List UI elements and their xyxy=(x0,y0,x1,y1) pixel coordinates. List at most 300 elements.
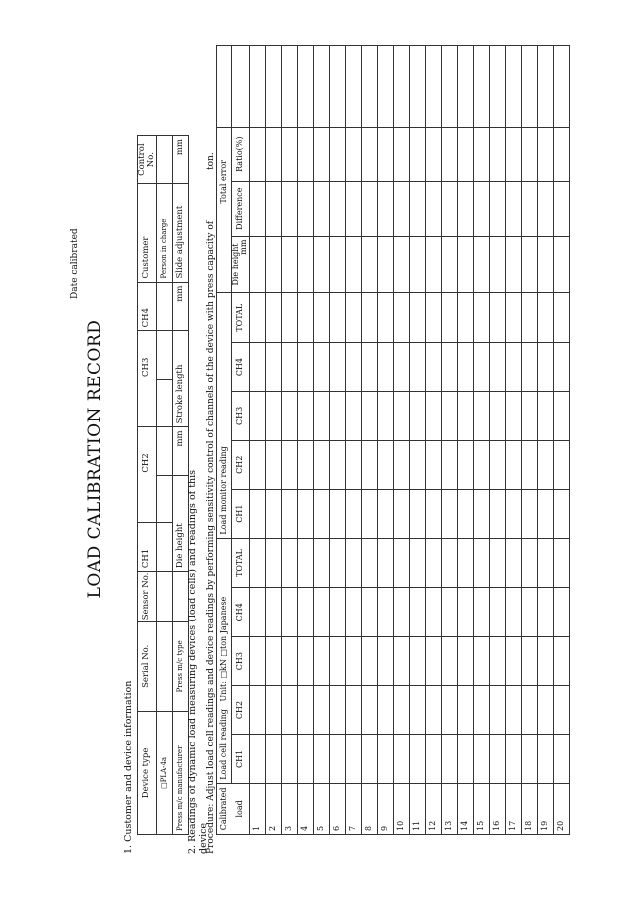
reading-cell[interactable] xyxy=(553,637,569,686)
reading-cell[interactable] xyxy=(521,440,537,489)
reading-cell[interactable] xyxy=(265,538,281,588)
reading-cell[interactable] xyxy=(377,127,393,181)
reading-cell[interactable] xyxy=(297,127,313,181)
reading-cell[interactable] xyxy=(313,440,329,489)
readings-table xyxy=(216,45,570,835)
reading-cell[interactable] xyxy=(265,686,281,735)
reading-cell[interactable] xyxy=(361,236,377,293)
reading-cell[interactable] xyxy=(393,734,409,783)
reading-cell[interactable] xyxy=(425,392,441,441)
reading-cell[interactable] xyxy=(345,588,361,637)
reading-cell[interactable] xyxy=(553,293,569,343)
reading-cell[interactable] xyxy=(553,686,569,735)
reading-cell[interactable] xyxy=(537,588,553,637)
reading-cell[interactable] xyxy=(409,343,425,392)
reading-cell[interactable] xyxy=(441,734,457,783)
reading-cell[interactable] xyxy=(281,293,297,343)
reading-cell[interactable] xyxy=(457,392,473,441)
reading-cell[interactable] xyxy=(441,392,457,441)
reading-cell[interactable] xyxy=(345,236,361,293)
reading-cell[interactable] xyxy=(313,293,329,343)
reading-cell[interactable] xyxy=(377,236,393,293)
reading-cell[interactable] xyxy=(521,46,537,128)
reading-cell[interactable] xyxy=(409,293,425,343)
reading-cell[interactable] xyxy=(489,538,505,588)
reading-cell[interactable] xyxy=(521,127,537,181)
reading-cell[interactable] xyxy=(393,489,409,538)
reading-cell[interactable] xyxy=(457,686,473,735)
reading-cell[interactable] xyxy=(281,236,297,293)
reading-cell[interactable] xyxy=(377,46,393,128)
reading-cell[interactable] xyxy=(473,392,489,441)
reading-cell[interactable] xyxy=(553,734,569,783)
reading-cell[interactable] xyxy=(473,293,489,343)
reading-cell[interactable] xyxy=(249,440,265,489)
reading-cell[interactable] xyxy=(537,392,553,441)
reading-cell[interactable] xyxy=(361,538,377,588)
reading-cell[interactable] xyxy=(361,588,377,637)
reading-cell[interactable] xyxy=(457,637,473,686)
reading-cell[interactable] xyxy=(457,343,473,392)
reading-cell[interactable] xyxy=(537,734,553,783)
reading-cell[interactable] xyxy=(297,489,313,538)
reading-cell[interactable] xyxy=(377,538,393,588)
reading-cell[interactable] xyxy=(361,181,377,236)
reading-cell[interactable] xyxy=(553,538,569,588)
reading-cell[interactable] xyxy=(441,440,457,489)
reading-cell[interactable] xyxy=(265,46,281,128)
reading-cell[interactable] xyxy=(329,236,345,293)
device-info-table xyxy=(137,135,189,835)
reading-cell[interactable] xyxy=(409,734,425,783)
reading-cell[interactable] xyxy=(441,686,457,735)
reading-cell[interactable] xyxy=(425,686,441,735)
reading-cell[interactable] xyxy=(281,686,297,735)
reading-cell[interactable] xyxy=(313,637,329,686)
reading-cell[interactable] xyxy=(281,46,297,128)
reading-cell[interactable] xyxy=(345,686,361,735)
reading-cell[interactable] xyxy=(345,637,361,686)
reading-cell[interactable] xyxy=(425,440,441,489)
reading-cell[interactable] xyxy=(537,127,553,181)
reading-cell[interactable] xyxy=(281,127,297,181)
reading-cell[interactable] xyxy=(361,127,377,181)
lm-ch3-header: CH3 xyxy=(232,392,250,441)
ratio-header: Ratio(%) xyxy=(232,127,250,181)
reading-cell[interactable] xyxy=(297,734,313,783)
reading-cell[interactable] xyxy=(329,127,345,181)
slide-adjustment-unit: mm xyxy=(172,136,188,184)
reading-cell[interactable] xyxy=(489,181,505,236)
reading-cell[interactable] xyxy=(281,343,297,392)
reading-cell[interactable] xyxy=(553,588,569,637)
reading-cell[interactable] xyxy=(393,637,409,686)
reading-cell[interactable] xyxy=(425,637,441,686)
reading-cell[interactable] xyxy=(281,538,297,588)
reading-cell[interactable] xyxy=(489,343,505,392)
reading-cell[interactable] xyxy=(473,46,489,128)
reading-cell[interactable] xyxy=(441,293,457,343)
lm-ch1-header: CH1 xyxy=(232,489,250,538)
lc-ch3-header: CH3 xyxy=(232,637,250,686)
reading-cell[interactable] xyxy=(393,588,409,637)
die-height-header: Die height mm xyxy=(232,236,250,293)
reading-cell[interactable] xyxy=(361,734,377,783)
reading-cell[interactable] xyxy=(473,236,489,293)
reading-cell[interactable] xyxy=(393,293,409,343)
reading-cell[interactable] xyxy=(537,46,553,128)
reading-cell[interactable] xyxy=(505,293,521,343)
reading-cell[interactable] xyxy=(265,637,281,686)
reading-cell[interactable] xyxy=(249,734,265,783)
reading-cell[interactable] xyxy=(457,489,473,538)
reading-cell[interactable] xyxy=(521,343,537,392)
reading-cell[interactable] xyxy=(473,127,489,181)
reading-cell[interactable] xyxy=(297,637,313,686)
reading-cell[interactable] xyxy=(425,46,441,128)
reading-cell[interactable] xyxy=(265,343,281,392)
reading-cell[interactable] xyxy=(297,588,313,637)
reading-cell[interactable] xyxy=(473,343,489,392)
reading-cell[interactable] xyxy=(345,734,361,783)
reading-cell[interactable] xyxy=(553,343,569,392)
reading-cell[interactable] xyxy=(409,440,425,489)
reading-cell[interactable] xyxy=(281,588,297,637)
reading-cell[interactable] xyxy=(361,637,377,686)
serial-no-header: Serial No. xyxy=(138,621,157,711)
reading-cell[interactable] xyxy=(457,440,473,489)
reading-cell[interactable] xyxy=(393,686,409,735)
reading-cell[interactable] xyxy=(313,489,329,538)
reading-cell[interactable] xyxy=(521,489,537,538)
procedure-text: Procedure: Adjust load cell readings and device readings by performing sensitivity control of channels of the device with press capacity of ton. xyxy=(206,152,216,854)
reading-cell[interactable] xyxy=(473,686,489,735)
reading-cell[interactable] xyxy=(441,538,457,588)
reading-cell[interactable] xyxy=(441,127,457,181)
reading-cell[interactable] xyxy=(409,637,425,686)
reading-cell[interactable] xyxy=(425,181,441,236)
reading-cell[interactable] xyxy=(489,236,505,293)
reading-cell[interactable] xyxy=(457,293,473,343)
lc-ch4-header: CH4 xyxy=(232,588,250,637)
row-number: 6 xyxy=(329,783,345,834)
reading-cell[interactable] xyxy=(473,489,489,538)
reading-cell[interactable] xyxy=(249,686,265,735)
reading-cell[interactable] xyxy=(489,440,505,489)
reading-cell[interactable] xyxy=(249,127,265,181)
reading-cell[interactable] xyxy=(441,181,457,236)
reading-cell[interactable] xyxy=(329,181,345,236)
reading-cell[interactable] xyxy=(377,440,393,489)
reading-cell[interactable] xyxy=(441,236,457,293)
reading-cell[interactable] xyxy=(393,440,409,489)
reading-cell[interactable] xyxy=(281,181,297,236)
reading-cell[interactable] xyxy=(505,392,521,441)
reading-cell[interactable] xyxy=(249,343,265,392)
reading-cell[interactable] xyxy=(521,734,537,783)
reading-cell[interactable] xyxy=(553,181,569,236)
reading-cell[interactable] xyxy=(489,588,505,637)
reading-cell[interactable] xyxy=(313,127,329,181)
lm-ch4-header: CH4 xyxy=(232,343,250,392)
reading-cell[interactable] xyxy=(521,637,537,686)
date-calibrated-label: Date calibrated xyxy=(70,228,80,299)
reading-cell[interactable] xyxy=(329,686,345,735)
reading-cell[interactable] xyxy=(425,293,441,343)
reading-cell[interactable] xyxy=(265,734,281,783)
reading-cell[interactable] xyxy=(361,293,377,343)
reading-cell[interactable] xyxy=(505,588,521,637)
reading-cell[interactable] xyxy=(425,343,441,392)
reading-cell[interactable] xyxy=(329,538,345,588)
reading-cell[interactable] xyxy=(505,440,521,489)
reading-cell[interactable] xyxy=(249,46,265,128)
row-number: 16 xyxy=(489,783,505,834)
reading-cell[interactable] xyxy=(377,637,393,686)
reading-cell[interactable] xyxy=(473,440,489,489)
reading-cell[interactable] xyxy=(505,127,521,181)
reading-cell[interactable] xyxy=(409,538,425,588)
reading-cell[interactable] xyxy=(313,686,329,735)
reading-cell[interactable] xyxy=(377,392,393,441)
reading-cell[interactable] xyxy=(521,588,537,637)
reading-cell[interactable] xyxy=(265,127,281,181)
reading-cell[interactable] xyxy=(441,489,457,538)
reading-cell[interactable] xyxy=(329,343,345,392)
reading-cell[interactable] xyxy=(473,538,489,588)
reading-cell[interactable] xyxy=(297,236,313,293)
reading-cell[interactable] xyxy=(505,734,521,783)
reading-cell[interactable] xyxy=(249,236,265,293)
reading-cell[interactable] xyxy=(329,734,345,783)
reading-cell[interactable] xyxy=(473,588,489,637)
reading-cell[interactable] xyxy=(505,489,521,538)
reading-cell[interactable] xyxy=(537,343,553,392)
reading-cell[interactable] xyxy=(361,489,377,538)
reading-cell[interactable] xyxy=(409,236,425,293)
reading-cell[interactable] xyxy=(377,686,393,735)
reading-cell[interactable] xyxy=(297,440,313,489)
reading-cell[interactable] xyxy=(345,293,361,343)
reading-cell[interactable] xyxy=(345,489,361,538)
reading-cell[interactable] xyxy=(249,293,265,343)
table-row xyxy=(521,46,537,835)
person-in-charge-label: Person in charge xyxy=(156,184,172,282)
reading-cell[interactable] xyxy=(425,734,441,783)
reading-cell[interactable] xyxy=(505,538,521,588)
reading-cell[interactable] xyxy=(265,489,281,538)
reading-cell[interactable] xyxy=(553,489,569,538)
reading-cell[interactable] xyxy=(377,734,393,783)
reading-cell[interactable] xyxy=(393,392,409,441)
reading-cell[interactable] xyxy=(489,127,505,181)
reading-cell[interactable] xyxy=(537,686,553,735)
reading-cell[interactable] xyxy=(553,440,569,489)
reading-cell[interactable] xyxy=(409,181,425,236)
reading-cell[interactable] xyxy=(361,343,377,392)
reading-cell[interactable] xyxy=(473,734,489,783)
reading-cell[interactable] xyxy=(313,588,329,637)
reading-cell[interactable] xyxy=(281,734,297,783)
reading-cell[interactable] xyxy=(297,46,313,128)
reading-cell[interactable] xyxy=(457,46,473,128)
reading-cell[interactable] xyxy=(249,588,265,637)
reading-cell[interactable] xyxy=(345,343,361,392)
reading-cell[interactable] xyxy=(489,293,505,343)
reading-cell[interactable] xyxy=(553,236,569,293)
reading-cell[interactable] xyxy=(249,489,265,538)
reading-cell[interactable] xyxy=(489,392,505,441)
reading-cell[interactable] xyxy=(265,440,281,489)
reading-cell[interactable] xyxy=(489,46,505,128)
reading-cell[interactable] xyxy=(537,538,553,588)
reading-cell[interactable] xyxy=(329,637,345,686)
reading-cell[interactable] xyxy=(377,181,393,236)
reading-cell[interactable] xyxy=(377,293,393,343)
reading-cell[interactable] xyxy=(473,181,489,236)
reading-cell[interactable] xyxy=(505,236,521,293)
reading-cell[interactable] xyxy=(441,46,457,128)
reading-cell[interactable] xyxy=(457,236,473,293)
reading-cell[interactable] xyxy=(425,236,441,293)
reading-cell[interactable] xyxy=(537,440,553,489)
reading-cell[interactable] xyxy=(393,343,409,392)
reading-cell[interactable] xyxy=(409,588,425,637)
reading-cell[interactable] xyxy=(537,181,553,236)
reading-cell[interactable] xyxy=(537,293,553,343)
reading-cell[interactable] xyxy=(345,538,361,588)
reading-cell[interactable] xyxy=(297,293,313,343)
reading-cell[interactable] xyxy=(249,637,265,686)
reading-cell[interactable] xyxy=(297,686,313,735)
reading-cell[interactable] xyxy=(521,181,537,236)
reading-cell[interactable] xyxy=(457,181,473,236)
reading-cell[interactable] xyxy=(441,343,457,392)
reading-cell[interactable] xyxy=(441,588,457,637)
reading-cell[interactable] xyxy=(537,637,553,686)
reading-cell[interactable] xyxy=(313,538,329,588)
reading-cell[interactable] xyxy=(249,538,265,588)
reading-cell[interactable] xyxy=(345,181,361,236)
reading-cell[interactable] xyxy=(265,392,281,441)
reading-cell[interactable] xyxy=(409,686,425,735)
reading-cell[interactable] xyxy=(441,637,457,686)
reading-cell[interactable] xyxy=(313,343,329,392)
reading-cell[interactable] xyxy=(489,637,505,686)
reading-cell[interactable] xyxy=(521,293,537,343)
reading-cell[interactable] xyxy=(425,127,441,181)
reading-cell[interactable] xyxy=(313,392,329,441)
reading-cell[interactable] xyxy=(281,440,297,489)
table-row xyxy=(441,46,457,835)
reading-cell[interactable] xyxy=(505,181,521,236)
reading-cell[interactable] xyxy=(265,293,281,343)
reading-cell[interactable] xyxy=(409,127,425,181)
reading-cell[interactable] xyxy=(345,127,361,181)
reading-cell[interactable] xyxy=(553,46,569,128)
reading-cell[interactable] xyxy=(361,392,377,441)
reading-cell[interactable] xyxy=(553,127,569,181)
reading-cell[interactable] xyxy=(345,46,361,128)
reading-cell[interactable] xyxy=(537,489,553,538)
reading-cell[interactable] xyxy=(393,236,409,293)
reading-cell[interactable] xyxy=(377,489,393,538)
reading-cell[interactable] xyxy=(505,637,521,686)
reading-cell[interactable] xyxy=(361,440,377,489)
reading-cell[interactable] xyxy=(425,538,441,588)
reading-cell[interactable] xyxy=(377,588,393,637)
reading-cell[interactable] xyxy=(393,127,409,181)
reading-cell[interactable] xyxy=(425,489,441,538)
reading-cell[interactable] xyxy=(265,181,281,236)
reading-cell[interactable] xyxy=(489,734,505,783)
reading-cell[interactable] xyxy=(505,343,521,392)
reading-cell[interactable] xyxy=(313,181,329,236)
reading-cell[interactable] xyxy=(521,686,537,735)
reading-cell[interactable] xyxy=(393,181,409,236)
reading-cell[interactable] xyxy=(265,588,281,637)
reading-cell[interactable] xyxy=(425,588,441,637)
reading-cell[interactable] xyxy=(473,637,489,686)
reading-cell[interactable] xyxy=(329,392,345,441)
reading-cell[interactable] xyxy=(313,734,329,783)
reading-cell[interactable] xyxy=(297,538,313,588)
reading-cell[interactable] xyxy=(313,46,329,128)
reading-cell[interactable] xyxy=(329,588,345,637)
reading-cell[interactable] xyxy=(329,489,345,538)
reading-cell[interactable] xyxy=(521,538,537,588)
reading-cell[interactable] xyxy=(457,734,473,783)
reading-cell[interactable] xyxy=(313,236,329,293)
reading-cell[interactable] xyxy=(297,343,313,392)
reading-cell[interactable] xyxy=(329,440,345,489)
reading-cell[interactable] xyxy=(409,489,425,538)
reading-cell[interactable] xyxy=(361,46,377,128)
reading-cell[interactable] xyxy=(521,392,537,441)
reading-cell[interactable] xyxy=(249,392,265,441)
reading-cell[interactable] xyxy=(329,46,345,128)
reading-cell[interactable] xyxy=(457,588,473,637)
reading-cell[interactable] xyxy=(505,686,521,735)
reading-cell[interactable] xyxy=(393,538,409,588)
reading-cell[interactable] xyxy=(281,637,297,686)
reading-cell[interactable] xyxy=(265,236,281,293)
reading-cell[interactable] xyxy=(345,392,361,441)
reading-cell[interactable] xyxy=(345,440,361,489)
reading-cell[interactable] xyxy=(329,293,345,343)
reading-cell[interactable] xyxy=(553,392,569,441)
table-row xyxy=(393,46,409,835)
reading-cell[interactable] xyxy=(297,181,313,236)
reading-cell[interactable] xyxy=(505,46,521,128)
reading-cell[interactable] xyxy=(377,343,393,392)
reading-cell[interactable] xyxy=(457,538,473,588)
reading-cell[interactable] xyxy=(521,236,537,293)
reading-cell[interactable] xyxy=(281,392,297,441)
reading-cell[interactable] xyxy=(489,489,505,538)
reading-cell[interactable] xyxy=(393,46,409,128)
reading-cell[interactable] xyxy=(361,686,377,735)
reading-cell[interactable] xyxy=(537,236,553,293)
reading-cell[interactable] xyxy=(489,686,505,735)
reading-cell[interactable] xyxy=(409,46,425,128)
reading-cell[interactable] xyxy=(457,127,473,181)
reading-cell[interactable] xyxy=(249,181,265,236)
reading-cell[interactable] xyxy=(281,489,297,538)
row-number: 2 xyxy=(265,783,281,834)
reading-cell[interactable] xyxy=(297,392,313,441)
reading-cell[interactable] xyxy=(409,392,425,441)
